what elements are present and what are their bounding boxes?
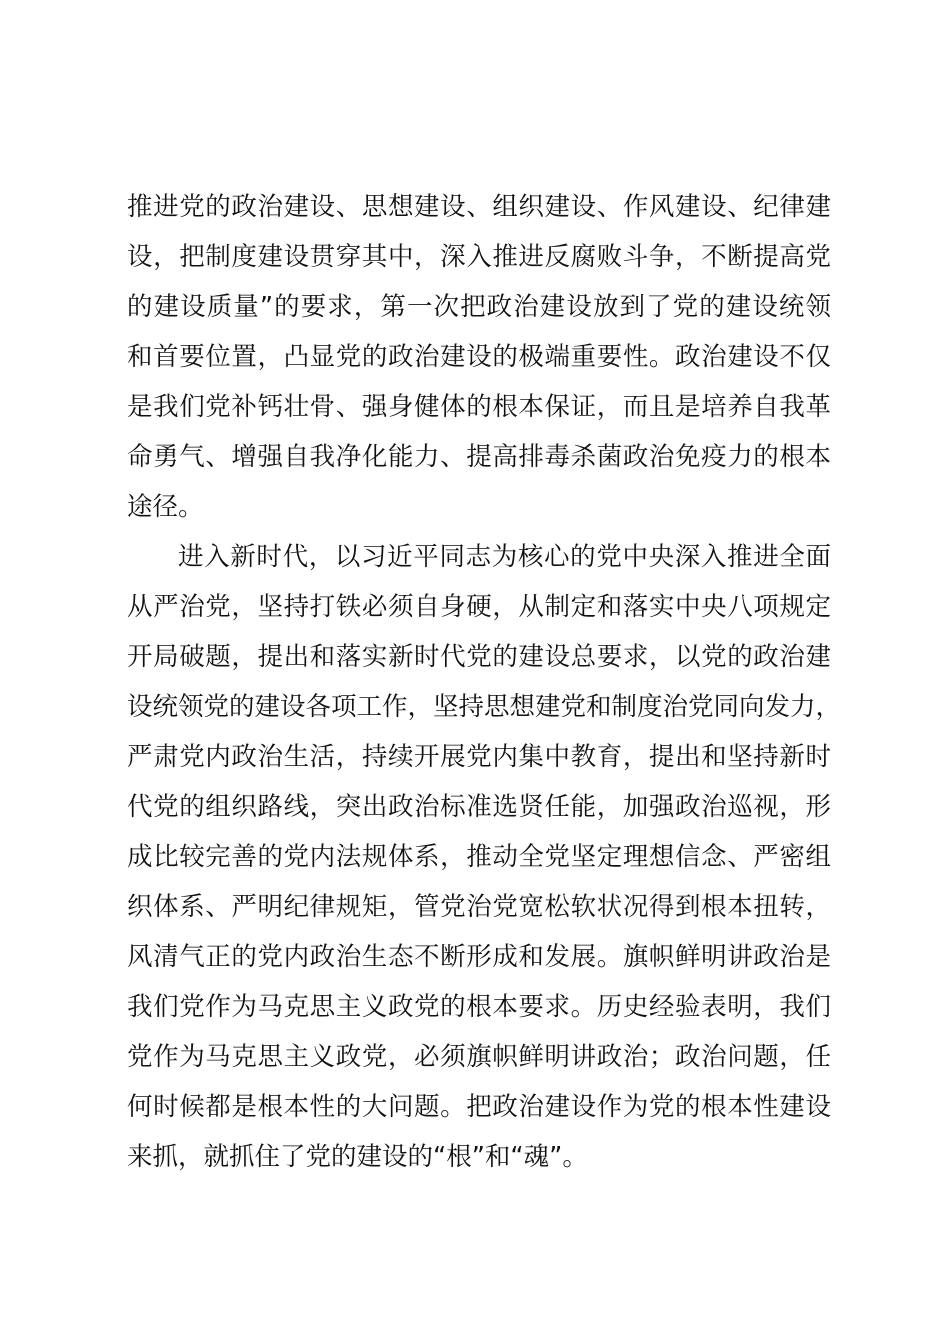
paragraph-2-line-11: 党作为马克思主义政党，必须旗帜鲜明讲政治；政治问题，任 (127, 1042, 831, 1072)
paragraph-1-line-3: 的建设质量”的要求，第一次把政治建设放到了党的建设统领 (127, 292, 831, 322)
paragraph-2-line-1: 进入新时代，以习近平同志为核心的党中央深入推进全面 (178, 542, 831, 572)
paragraph-1-line-5: 是我们党补钙壮骨、强身健体的根本保证，而且是培养自我革 (127, 392, 831, 422)
paragraph-2-line-12: 何时候都是根本性的大问题。把政治建设作为党的根本性建设 (127, 1092, 831, 1122)
paragraph-2-line-4: 设统领党的建设各项工作，坚持思想建党和制度治党同向发力， (127, 692, 842, 722)
body-text (127, 182, 842, 1182)
paragraph-1-line-6: 命勇气、增强自我净化能力、提高排毒杀菌政治免疫力的根本 (127, 442, 831, 472)
paragraph-2-line-13: 来抓，就抓住了党的建设的“根”和“魂”。 (127, 1142, 588, 1172)
paragraph-2-line-3: 开局破题，提出和落实新时代党的建设总要求，以党的政治建 (127, 642, 831, 672)
paragraph-2-line-8: 织体系、严明纪律规矩，管党治党宽松软状况得到根本扭转， (127, 892, 831, 922)
paragraph-1-line-4: 和首要位置，凸显党的政治建设的极端重要性。政治建设不仅 (127, 342, 831, 372)
paragraph-1-line-1: 推进党的政治建设、思想建设、组织建设、作风建设、纪律建 (127, 192, 831, 222)
paragraph-2-line-6: 代党的组织路线，突出政治标准选贤任能，加强政治巡视，形 (127, 792, 831, 822)
paragraph-2-line-5: 严肃党内政治生活，持续开展党内集中教育，提出和坚持新时 (127, 742, 831, 772)
paragraph-1-line-2: 设，把制度建设贯穿其中，深入推进反腐败斗争，不断提高党 (127, 242, 831, 272)
paragraph-2-line-10: 我们党作为马克思主义政党的根本要求。历史经验表明，我们 (127, 992, 831, 1022)
paragraph-1-line-7: 途径。 (127, 492, 204, 522)
paragraph-2-line-9: 风清气正的党内政治生态不断形成和发展。旗帜鲜明讲政治是 (127, 942, 831, 972)
paragraph-2-line-2: 从严治党，坚持打铁必须自身硬，从制定和落实中央八项规定 (127, 592, 831, 622)
paragraph-2-line-7: 成比较完善的党内法规体系，推动全党坚定理想信念、严密组 (127, 842, 831, 872)
